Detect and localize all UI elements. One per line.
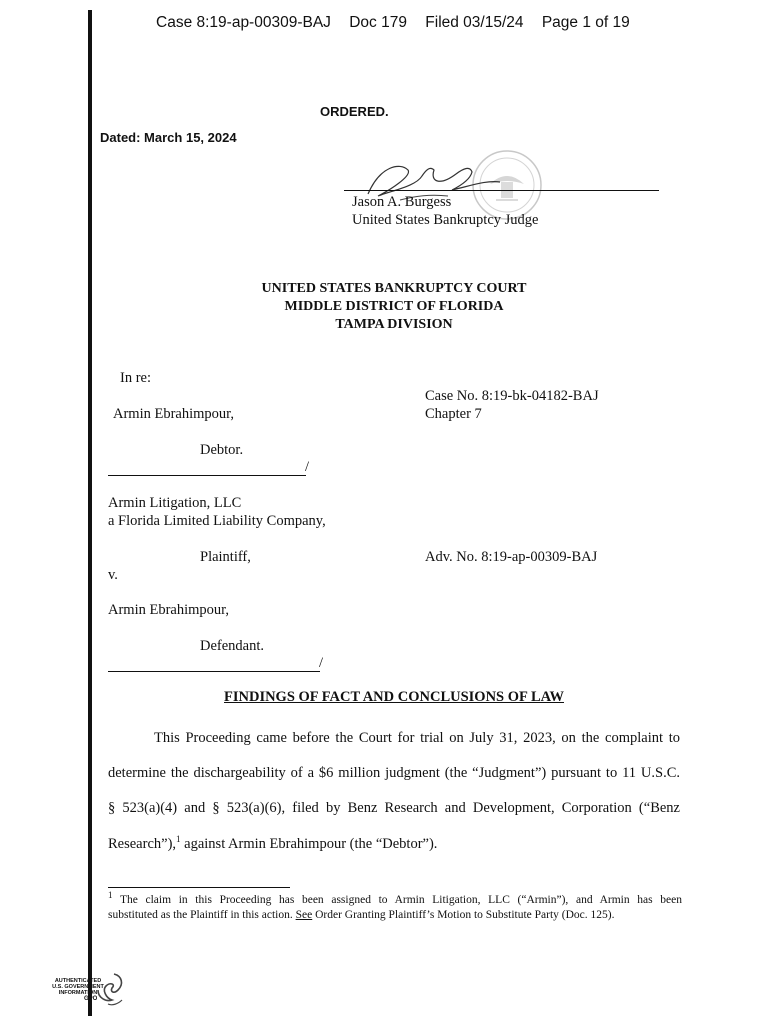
case-header (156, 14, 644, 32)
plaintiff-role: Plaintiff, (200, 549, 251, 565)
footnote-rule (108, 887, 290, 888)
caption-underline-2 (108, 671, 320, 672)
findings-heading: FINDINGS OF FACT AND CONCLUSIONS OF LAW (224, 689, 564, 705)
doc-number: Doc 179 (349, 14, 407, 31)
footnote-see: See (295, 909, 313, 921)
court-name: UNITED STATES BANKRUPTCY COURT (261, 281, 527, 296)
caption-underline (108, 475, 306, 476)
page-number: Page 1 of 19 (541, 14, 630, 31)
caption-slash-2: / (319, 655, 324, 671)
left-margin-bar (88, 10, 92, 1016)
judge-name: Jason A. Burgess (352, 194, 452, 210)
footnote-reference[interactable]: 1 (176, 834, 181, 845)
body-line-2: determine the dischargeability of a $6 million judgment (the “Judgment”) pursuant to 11 U.S.C. (108, 765, 680, 781)
case-number: Case 8:19-ap-00309-BAJ (156, 14, 331, 31)
body-line-4 (108, 836, 680, 853)
footnote-text-2a: substituted as the Plaintiff in this action. (108, 909, 296, 921)
adversary-no: Adv. No. 8:19-ap-00309-BAJ (425, 549, 598, 565)
court-division: TAMPA DIVISION (335, 317, 453, 332)
dated-label: Dated: March 15, 2024 (100, 130, 237, 145)
case-no: Case No. 8:19-bk-04182-BAJ (425, 388, 599, 404)
signature-line (344, 190, 659, 191)
footnote-line-1 (108, 890, 682, 906)
footnote-number: 1 (108, 890, 113, 901)
body-line-4-end: against Armin Ebrahimpour (the “Debtor”). (180, 836, 438, 852)
footnote-text-1: The claim in this Proceeding has been assigned to Armin Litigation, LLC (“Armin”), and Armin has been (112, 894, 682, 906)
debtor-name: Armin Ebrahimpour, (113, 406, 235, 422)
body-line-1: This Proceeding came before the Court for trial on July 31, 2023, on the complaint to (154, 730, 680, 746)
in-re-label: In re: (120, 370, 151, 386)
plaintiff-name: Armin Litigation, LLC (108, 495, 242, 511)
defendant-name: Armin Ebrahimpour, (108, 602, 230, 618)
footnote-line-2 (108, 909, 682, 921)
judge-title: United States Bankruptcy Judge (352, 212, 539, 228)
chapter: Chapter 7 (425, 406, 482, 422)
body-line-3: § 523(a)(4) and § 523(a)(6), filed by Benz Research and Development, Corporation (“Benz (108, 800, 680, 816)
court-heading (160, 280, 628, 334)
versus: v. (108, 567, 118, 583)
defendant-role: Defendant. (200, 638, 265, 654)
caption-slash: / (305, 459, 310, 475)
body-line-4-start: Research”), (108, 836, 177, 852)
filed-date: Filed 03/15/24 (425, 14, 524, 31)
eagle-icon (88, 970, 128, 1010)
ordered-label: ORDERED. (320, 104, 389, 119)
footnote-text-2b: Order Granting Plaintiff’s Motion to Substitute Party (Doc. 125). (312, 909, 615, 921)
court-district: MIDDLE DISTRICT OF FLORIDA (284, 299, 504, 314)
debtor-role: Debtor. (200, 442, 244, 458)
plaintiff-description: a Florida Limited Liability Company, (108, 513, 326, 529)
